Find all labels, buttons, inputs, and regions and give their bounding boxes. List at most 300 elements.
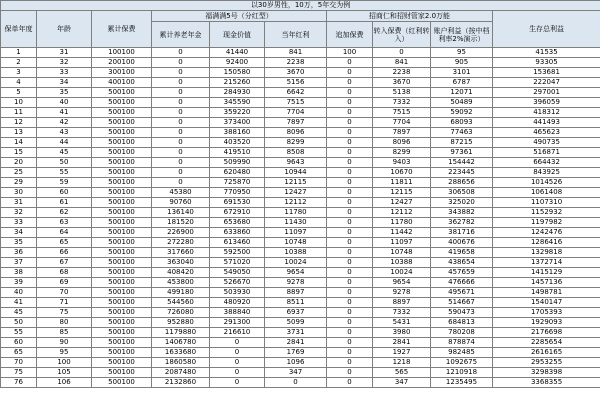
table-cell: 11097 [265,228,327,238]
table-cell: 41440 [210,48,265,58]
table-cell: 403520 [210,138,265,148]
table-cell: 490735 [493,138,600,148]
table-cell: 76 [1,378,37,388]
table-cell: 37 [1,258,37,268]
table-cell: 0 [327,198,373,208]
table-cell: 5138 [373,88,431,98]
table-cell: 843925 [493,168,600,178]
table-cell: 500100 [92,128,152,138]
table-cell: 33 [37,68,92,78]
table-cell: 500100 [92,318,152,328]
table-cell: 500100 [92,248,152,258]
table-cell: 2238 [373,68,431,78]
table-cell: 0 [210,378,265,388]
table-cell: 465623 [493,128,600,138]
table-cell: 1769 [265,348,327,358]
table-row [1,298,600,308]
table-row [1,338,600,348]
table-row [1,308,600,318]
table-row [1,378,600,388]
table-cell: 620480 [210,168,265,178]
table-cell: 480920 [210,298,265,308]
table-cell: 11097 [373,238,431,248]
table-cell: 476666 [431,278,493,288]
table-cell: 500100 [92,88,152,98]
table-cell: 39 [1,278,37,288]
table-cell: 15 [1,148,37,158]
table-cell: 878874 [431,338,493,348]
table-cell: 33 [1,218,37,228]
table-cell: 284930 [210,88,265,98]
table-cell: 272280 [152,238,210,248]
table-cell: 613460 [210,238,265,248]
table-row [1,248,600,258]
table-cell: 2616165 [493,348,600,358]
table-cell: 6642 [265,88,327,98]
table-row [1,348,600,358]
table-cell: 691530 [210,198,265,208]
table-cell: 5099 [265,318,327,328]
table-cell: 419510 [210,148,265,158]
table-cell: 5156 [265,78,327,88]
table-row [1,238,600,248]
table-cell: 1860580 [152,358,210,368]
table-row [1,318,600,328]
table-cell: 43 [37,128,92,138]
col-additional-premium: 追加保费 [327,22,373,48]
table-cell: 12071 [431,88,493,98]
table-cell: 0 [152,78,210,88]
table-row [1,328,600,338]
table-cell: 0 [327,88,373,98]
table-cell: 11442 [373,228,431,238]
table-cell: 10944 [265,168,327,178]
table-row [1,48,600,58]
table-cell: 8096 [373,138,431,148]
table-cell: 61 [37,198,92,208]
table-cell: 453800 [152,278,210,288]
table-cell: 2087480 [152,368,210,378]
table-cell: 106 [37,378,92,388]
table-cell: 3298398 [493,368,600,378]
table-cell: 1705393 [493,308,600,318]
table-cell: 71 [37,298,92,308]
table-cell: 396059 [493,98,600,108]
table-cell: 1372714 [493,258,600,268]
table-cell: 70 [37,288,92,298]
table-cell: 0 [327,208,373,218]
table-cell: 7897 [265,118,327,128]
table-cell: 500100 [92,328,152,338]
table-cell: 7897 [373,128,431,138]
table-cell: 44 [37,138,92,148]
table-cell: 50 [1,318,37,328]
table-cell: 0 [327,378,373,388]
table-cell: 500100 [92,368,152,378]
table-cell: 373400 [210,118,265,128]
table-cell: 0 [327,278,373,288]
table-cell: 457659 [431,268,493,278]
table-cell: 59092 [431,108,493,118]
table-cell: 549050 [210,268,265,278]
table-cell: 0 [373,48,431,58]
table-row [1,78,600,88]
col-cumulative-premium: 累计保费 [92,11,152,48]
table-cell: 2 [1,58,37,68]
table-cell: 0 [327,328,373,338]
table-cell: 288656 [431,178,493,188]
table-cell: 500100 [92,98,152,108]
table-cell: 3 [1,68,37,78]
table-cell: 69 [37,278,92,288]
table-cell: 100 [37,358,92,368]
table-cell: 0 [152,178,210,188]
table-cell: 0 [210,368,265,378]
table-cell: 9654 [265,268,327,278]
table-cell: 0 [152,128,210,138]
table-cell: 2238 [265,58,327,68]
table-cell: 0 [152,168,210,178]
table-cell: 345590 [210,98,265,108]
table-cell: 500100 [92,298,152,308]
table-cell: 441493 [493,118,600,128]
table-cell: 1218 [373,358,431,368]
table-row [1,168,600,178]
group-header-fuman: 福满满5号（分红型） [152,11,327,22]
table-cell: 35 [37,88,92,98]
table-cell: 64 [37,228,92,238]
table-cell: 13 [1,128,37,138]
group-header-zhaoshang: 招商仁和招财管家2.0万能 [327,11,493,22]
table-cell: 300100 [92,68,152,78]
table-cell: 905 [431,58,493,68]
table-cell: 0 [152,88,210,98]
table-row [1,138,600,148]
table-cell: 0 [327,168,373,178]
col-annual-dividend: 当年红利 [265,22,327,48]
table-cell: 1329818 [493,248,600,258]
table-cell: 306508 [431,188,493,198]
table-cell: 516871 [493,148,600,158]
table-cell: 8508 [265,148,327,158]
table-cell: 50489 [431,98,493,108]
table-cell: 9403 [373,158,431,168]
col-cash-value: 现金价值 [210,22,265,48]
table-cell: 1179880 [152,328,210,338]
table-cell: 12115 [265,178,327,188]
table-cell: 226900 [152,228,210,238]
table-cell: 291300 [210,318,265,328]
table-cell: 12112 [373,208,431,218]
table-row [1,128,600,138]
table-cell: 215260 [210,78,265,88]
table-cell: 0 [210,338,265,348]
table-cell: 0 [327,58,373,68]
table-row [1,178,600,188]
table-cell: 12115 [373,188,431,198]
table-cell: 93305 [493,58,600,68]
table-row [1,108,600,118]
table-cell: 223445 [431,168,493,178]
table-cell: 50 [37,158,92,168]
table-cell: 408420 [152,268,210,278]
table-row [1,268,600,278]
table-cell: 40 [37,98,92,108]
table-cell: 3670 [373,78,431,88]
table-cell: 500100 [92,338,152,348]
table-cell: 150580 [210,68,265,78]
table-cell: 726080 [152,308,210,318]
table-cell: 499180 [152,288,210,298]
table-cell: 11430 [265,218,327,228]
table-cell: 0 [327,128,373,138]
table-cell: 317660 [152,248,210,258]
table-cell: 12 [1,118,37,128]
table-cell: 8897 [373,298,431,308]
table-cell: 6937 [265,308,327,318]
table-cell: 2953255 [493,358,600,368]
table-cell: 100100 [92,48,152,58]
table-cell: 65 [37,238,92,248]
table-cell: 222047 [493,78,600,88]
table-cell: 1061408 [493,188,600,198]
table-row [1,68,600,78]
table-cell: 153681 [493,68,600,78]
table-cell: 982485 [431,348,493,358]
table-row [1,288,600,298]
table-cell: 0 [327,348,373,358]
table-cell: 1406780 [152,338,210,348]
table-cell: 95 [431,48,493,58]
table-cell: 45380 [152,188,210,198]
table-caption: 以30岁男性，10万，5年交为例 [1,1,600,11]
table-cell: 3368355 [493,378,600,388]
table-cell: 154442 [431,158,493,168]
table-cell: 500100 [92,138,152,148]
table-row [1,278,600,288]
table-cell: 500100 [92,188,152,198]
table-cell: 9654 [373,278,431,288]
table-cell: 63 [37,218,92,228]
table-cell: 0 [327,78,373,88]
table-cell: 0 [327,368,373,378]
col-account-value: 账户利益（按中档利率2%演示） [431,22,493,48]
table-row [1,358,600,368]
table-cell: 0 [210,358,265,368]
table-cell: 36 [1,248,37,258]
table-cell: 38 [1,268,37,278]
table-cell: 7332 [373,98,431,108]
table-cell: 500100 [92,378,152,388]
col-transfer-premium: 转入保费（红利转入） [373,22,431,48]
table-cell: 10024 [373,268,431,278]
table-cell: 0 [327,218,373,228]
table-cell: 42 [37,118,92,128]
table-cell: 0 [152,148,210,158]
table-cell: 70 [1,358,37,368]
table-cell: 5431 [373,318,431,328]
table-cell: 2841 [265,338,327,348]
table-cell: 95 [37,348,92,358]
table-cell: 34 [37,78,92,88]
table-cell: 59 [37,178,92,188]
table-cell: 503930 [210,288,265,298]
table-row [1,158,600,168]
table-cell: 0 [327,258,373,268]
table-cell: 500100 [92,118,152,128]
table-cell: 362782 [431,218,493,228]
table-cell: 0 [327,108,373,118]
table-cell: 0 [210,348,265,358]
table-cell: 8299 [265,138,327,148]
table-cell: 0 [152,68,210,78]
table-cell: 8299 [373,148,431,158]
table-cell: 1927 [373,348,431,358]
table-row [1,98,600,108]
table-cell: 509990 [210,158,265,168]
table-cell: 388160 [210,128,265,138]
table-cell: 0 [327,358,373,368]
table-cell: 347 [265,368,327,378]
table-cell: 12112 [265,198,327,208]
table-cell: 500100 [92,168,152,178]
col-cumulative-pension: 累计养老年金 [152,22,210,48]
table-cell: 0 [265,378,327,388]
table-cell: 14 [1,138,37,148]
table-cell: 55 [1,328,37,338]
table-cell: 12427 [265,188,327,198]
table-cell: 0 [327,138,373,148]
table-cell: 1235495 [431,378,493,388]
table-cell: 0 [327,248,373,258]
table-cell: 1210918 [431,368,493,378]
table-cell: 0 [152,98,210,108]
table-cell: 1498781 [493,288,600,298]
table-cell: 544560 [152,298,210,308]
table-cell: 0 [327,288,373,298]
table-cell: 45 [1,308,37,318]
table-row [1,208,600,218]
table-cell: 526670 [210,278,265,288]
table-cell: 500100 [92,288,152,298]
table-cell: 92400 [210,58,265,68]
table-cell: 500100 [92,348,152,358]
col-age: 年龄 [37,11,92,48]
table-row [1,188,600,198]
table-cell: 0 [327,298,373,308]
table-cell: 1014526 [493,178,600,188]
table-cell: 419658 [431,248,493,258]
table-cell: 11811 [373,178,431,188]
table-cell: 20 [1,158,37,168]
table-cell: 672910 [210,208,265,218]
table-cell: 181520 [152,218,210,228]
table-cell: 780208 [431,328,493,338]
table-cell: 571020 [210,258,265,268]
table-cell: 41 [37,108,92,118]
table-cell: 0 [152,48,210,58]
table-cell: 31 [1,198,37,208]
table-cell: 438654 [431,258,493,268]
table-cell: 500100 [92,238,152,248]
table-cell: 0 [152,118,210,128]
table-cell: 0 [327,228,373,238]
table-cell: 1152932 [493,208,600,218]
table-cell: 0 [327,178,373,188]
table-cell: 495671 [431,288,493,298]
table-cell: 2176698 [493,328,600,338]
table-row [1,218,600,228]
table-cell: 770950 [210,188,265,198]
table-cell: 62 [37,208,92,218]
table-cell: 10670 [373,168,431,178]
table-cell: 1540147 [493,298,600,308]
table-cell: 381716 [431,228,493,238]
table-cell: 500100 [92,308,152,318]
table-cell: 664432 [493,158,600,168]
table-cell: 0 [152,58,210,68]
table-cell: 1092675 [431,358,493,368]
table-cell: 68 [37,268,92,278]
table-cell: 136140 [152,208,210,218]
table-cell: 8511 [265,298,327,308]
table-cell: 514667 [431,298,493,308]
table-cell: 0 [327,308,373,318]
table-cell: 2841 [373,338,431,348]
table-cell: 11780 [373,218,431,228]
table-cell: 10388 [265,248,327,258]
table-cell: 590473 [431,308,493,318]
table-cell: 65 [1,348,37,358]
table-cell: 0 [327,158,373,168]
col-policy-year: 保单年度 [1,11,37,48]
table-cell: 75 [37,308,92,318]
table-cell: 32 [1,208,37,218]
table-cell: 0 [327,98,373,108]
table-cell: 633860 [210,228,265,238]
table-cell: 1286416 [493,238,600,248]
table-cell: 10 [1,98,37,108]
table-cell: 11 [1,108,37,118]
table-cell: 34 [1,228,37,238]
table-row [1,88,600,98]
table-cell: 30 [1,188,37,198]
table-row [1,58,600,68]
table-cell: 41535 [493,48,600,58]
table-cell: 55 [37,168,92,178]
table-cell: 325020 [431,198,493,208]
table-cell: 68093 [431,118,493,128]
table-cell: 1929093 [493,318,600,328]
table-cell: 29 [1,178,37,188]
table-cell: 32 [37,58,92,68]
table-cell: 1096 [265,358,327,368]
table-cell: 97361 [431,148,493,158]
table-cell: 11780 [265,208,327,218]
table-cell: 500100 [92,358,152,368]
table-cell: 40 [1,288,37,298]
table-cell: 500100 [92,268,152,278]
table-cell: 10388 [373,258,431,268]
table-row [1,118,600,128]
table-cell: 3980 [373,328,431,338]
table-cell: 216610 [210,328,265,338]
table-cell: 1457136 [493,278,600,288]
table-cell: 10748 [373,248,431,258]
table-cell: 12427 [373,198,431,208]
table-cell: 347 [373,378,431,388]
table-header [1,1,600,48]
